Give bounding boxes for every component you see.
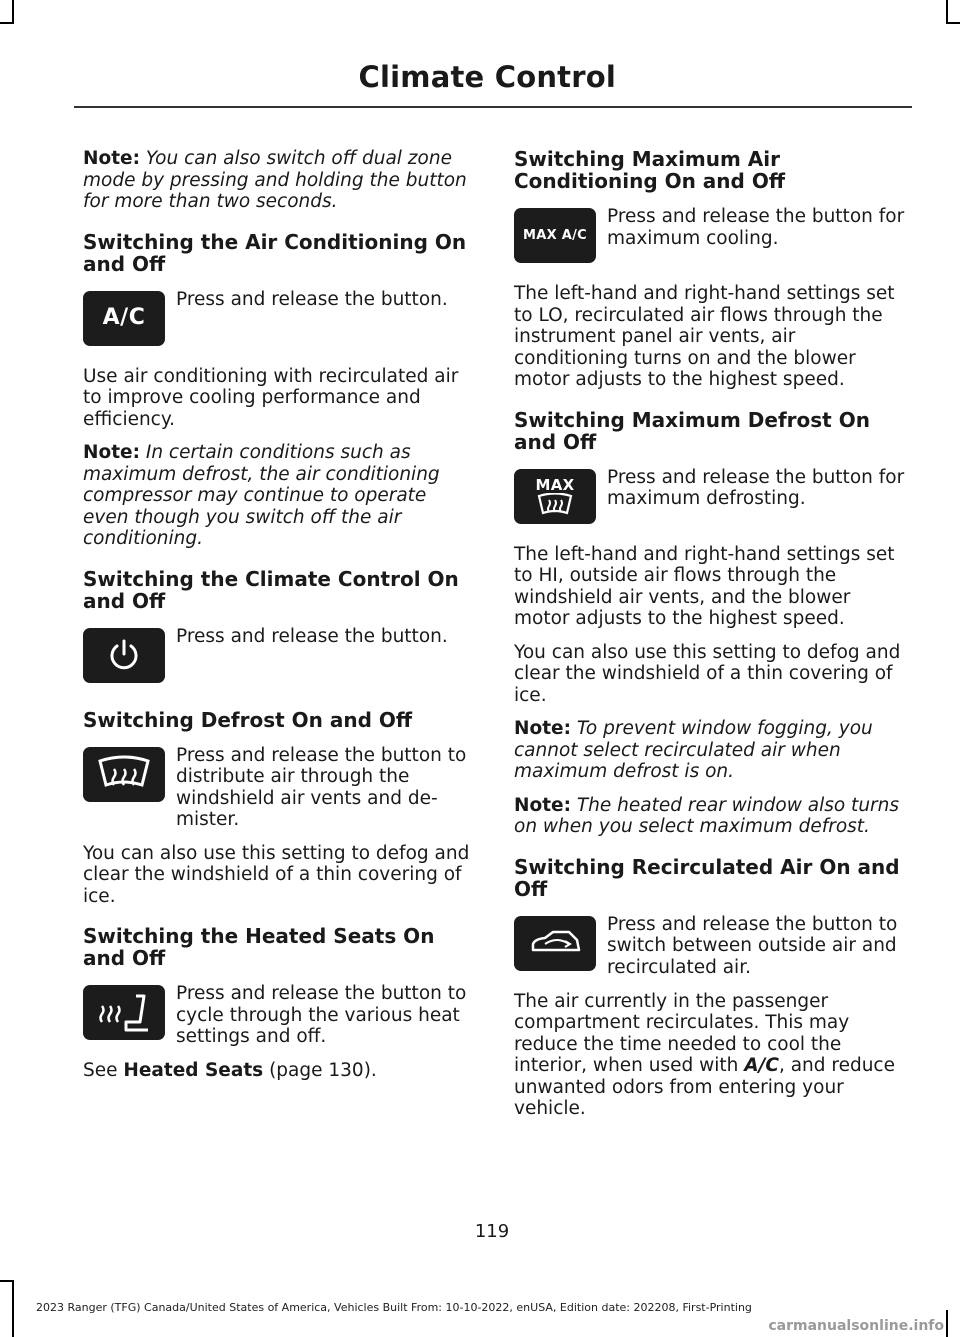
- see-suffix: (page 130).: [263, 1060, 377, 1081]
- see-prefix: See: [83, 1060, 124, 1081]
- recirculated-air-icon: [514, 916, 596, 971]
- max-defrost-icon: [514, 469, 596, 524]
- crop-mark: [12, 1280, 14, 1337]
- see-heated-seats: [83, 1060, 475, 1082]
- heated-seats-link[interactable]: Heated Seats: [123, 1060, 264, 1081]
- note-label: Note:: [83, 442, 140, 463]
- note-text: You can also switch off dual zone mode by pressing and holding the button for more than two seconds.: [83, 148, 467, 212]
- right-column: [514, 148, 909, 1132]
- ac-body: Use air conditioning with recirculated air to improve cooling performance and efficiency.: [83, 365, 459, 430]
- note-window-fogging: [514, 718, 909, 783]
- max-ac-instruction: [514, 206, 909, 271]
- crop-mark: [12, 0, 14, 24]
- power-icon: [83, 628, 165, 683]
- max-defrost-instruction: [514, 467, 909, 532]
- page-title: Climate Control: [358, 60, 616, 94]
- crop-mark: [946, 1310, 948, 1337]
- max-ac-icon: [514, 208, 596, 263]
- max-defrost-body-2: You can also use this setting to defog and clear the windshield of a thin covering of ice.: [514, 641, 901, 706]
- recirc-body-suffix: , and reduce unwanted odors from entering your vehicle.: [514, 1055, 895, 1119]
- note-text: The heated rear window also turns on when you select maximum defrost.: [514, 794, 900, 837]
- note-label: Note:: [514, 794, 571, 816]
- heading-recirculated-air: Switching Recirculated Air On and Off: [514, 854, 900, 901]
- defrost-instruction: [83, 745, 475, 831]
- climate-instruction: [83, 626, 475, 691]
- note-dual-zone: [83, 148, 475, 213]
- max-ac-icon-label: MAX A/C: [523, 227, 587, 243]
- recirc-body-prefix: The air currently in the passenger compartment recirculates. This may reduce the time needed to cool the interior, when used with: [514, 990, 850, 1076]
- instruction-text: Press and release the button to cycle through the various heat settings and off.: [176, 983, 467, 1047]
- recirc-body-ac: A/C: [744, 1055, 779, 1076]
- instruction-text: Press and release the button to distribute air through the windshield air vents and de-mister.: [176, 744, 467, 830]
- ac-instruction: [83, 289, 475, 354]
- heading-max-defrost: Switching Maximum Defrost On and Off: [514, 407, 870, 454]
- page-number: 119: [474, 1221, 510, 1242]
- note-ac-compressor: [83, 442, 475, 550]
- note-text: To prevent window fogging, you cannot select recirculated air when maximum defrost is on.: [514, 718, 873, 782]
- seats-instruction: [83, 983, 475, 1048]
- max-defrost-body-1: The left-hand and right-hand settings set to HI, outside air flows through the windshield air vents, and the blower motor adjusts to the highest speed.: [514, 543, 895, 629]
- instruction-text: Press and release the button to switch between outside air and recirculated air.: [607, 913, 898, 978]
- defrost-body: You can also use this setting to defog and clear the windshield of a thin covering of ice.: [83, 842, 470, 907]
- instruction-text: Press and release the button.: [176, 625, 448, 647]
- crop-mark: [0, 22, 14, 24]
- heading-climate-control: Switching the Climate Control On and Off: [83, 566, 459, 613]
- note-label: Note:: [514, 718, 571, 739]
- instruction-text: Press and release the button for maximum defrosting.: [607, 466, 905, 509]
- left-column: [83, 148, 475, 1094]
- max-defrost-icon-label: MAX: [535, 476, 575, 494]
- heading-defrost: Switching Defrost On and Off: [83, 707, 413, 732]
- note-label: Note:: [83, 148, 140, 169]
- note-text: In certain conditions such as maximum defrost, the air conditioning compressor may continue to operate even though you switch off the air conditioning.: [83, 442, 440, 549]
- watermark: carmanualsonline.info: [768, 1318, 944, 1334]
- instruction-text: Press and release the button.: [176, 288, 448, 310]
- crop-mark: [946, 0, 948, 24]
- recirc-instruction: [514, 914, 909, 979]
- heading-heated-seats: Switching the Heated Seats On and Off: [83, 924, 435, 970]
- crop-mark: [946, 22, 960, 24]
- heading-max-ac: Switching Maximum Air Conditioning On and Off: [514, 147, 786, 193]
- ac-icon: [83, 291, 165, 346]
- heading-air-conditioning: Switching the Air Conditioning On and Off: [83, 229, 467, 276]
- note-heated-rear-window: [514, 795, 909, 838]
- instruction-text: Press and release the button for maximum cooling.: [607, 206, 905, 249]
- footer-edition: 2023 Ranger (TFG) Canada/United States of America, Vehicles Built From: 10-10-2022, enUSA, Edition date: 202208, First-Printing: [36, 1301, 752, 1314]
- max-ac-body: The left-hand and right-hand settings set to LO, recirculated air flows through the instrument panel air vents, air conditioning turns on and the blower motor adjusts to the highest speed.: [514, 283, 895, 390]
- header-divider: [74, 106, 912, 108]
- windshield-defrost-icon: [83, 747, 165, 802]
- recirc-body: [514, 991, 909, 1120]
- crop-mark: [0, 1280, 14, 1282]
- ac-icon-label: A/C: [102, 305, 146, 331]
- heated-seat-icon: [83, 985, 165, 1040]
